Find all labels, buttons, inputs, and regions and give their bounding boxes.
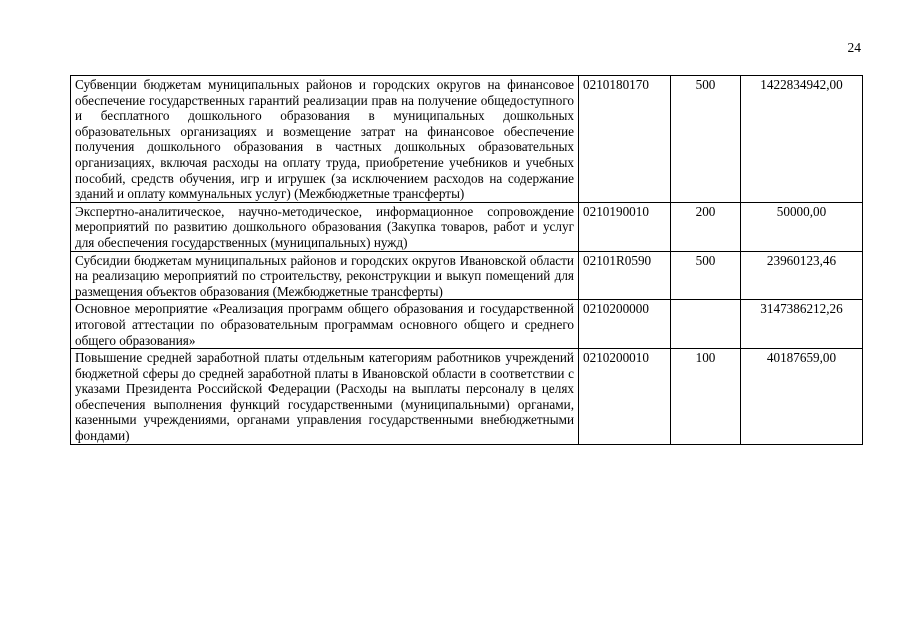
row-target-code: 0210180170	[579, 76, 671, 203]
table-row	[71, 76, 863, 203]
row-description: Субвенции бюджетам муниципальных районов и городских округов на финансовое обеспечение государственных гарантий реализации прав на получение общедоступного и бесплатного дошкольного образования в муниципальных дошкольных образовательных организациях и возмещение затрат на финансовое обеспечение получения дошкольного образования в частных дошкольных образовательных организациях, включая расходы на оплату труда, приобретение учебников и учебных пособий, средств обучения, игр и игрушек (за исключением расходов на содержание зданий и оплату коммунальных услуг) (Межбюджетные трансферты)	[71, 76, 579, 203]
row-amount: 3147386212,26	[741, 300, 863, 349]
row-expense-type: 200	[671, 202, 741, 251]
row-amount: 50000,00	[741, 202, 863, 251]
table-row	[71, 300, 863, 349]
table-row	[71, 202, 863, 251]
row-amount: 40187659,00	[741, 349, 863, 445]
row-expense-type: 500	[671, 251, 741, 300]
row-target-code: 0210200000	[579, 300, 671, 349]
row-description: Основное мероприятие «Реализация программ общего образования и государственной итоговой аттестации по образовательным программам основного общего и среднего общего образования»	[71, 300, 579, 349]
row-target-code: 0210190010	[579, 202, 671, 251]
table-row	[71, 251, 863, 300]
budget-table	[70, 75, 863, 445]
row-description: Субсидии бюджетам муниципальных районов и городских округов Ивановской области на реализацию мероприятий по строительству, реконструкции и выкуп помещений для размещения объектов образования (Межбюджетные трансферты)	[71, 251, 579, 300]
row-expense-type	[671, 300, 741, 349]
row-amount: 1422834942,00	[741, 76, 863, 203]
row-expense-type: 100	[671, 349, 741, 445]
row-target-code: 0210200010	[579, 349, 671, 445]
page-number: 24	[847, 40, 861, 55]
row-expense-type: 500	[671, 76, 741, 203]
row-description: Экспертно-аналитическое, научно-методическое, информационное сопровождение мероприятий по развитию дошкольного образования (Закупка товаров, работ и услуг для обеспечения государственных (муниципальных) нужд)	[71, 202, 579, 251]
row-amount: 23960123,46	[741, 251, 863, 300]
table-row	[71, 349, 863, 445]
row-target-code: 02101R0590	[579, 251, 671, 300]
row-description: Повышение средней заработной платы отдельным категориям работников учреждений бюджетной сферы до средней заработной платы в Ивановской области в соответствии с указами Президента Российской Федерации (Расходы на выплаты персоналу в целях обеспечения выполнения функций государственными (муниципальными) органами, казенными учреждениями, органами управления государственными внебюджетными фондами)	[71, 349, 579, 445]
